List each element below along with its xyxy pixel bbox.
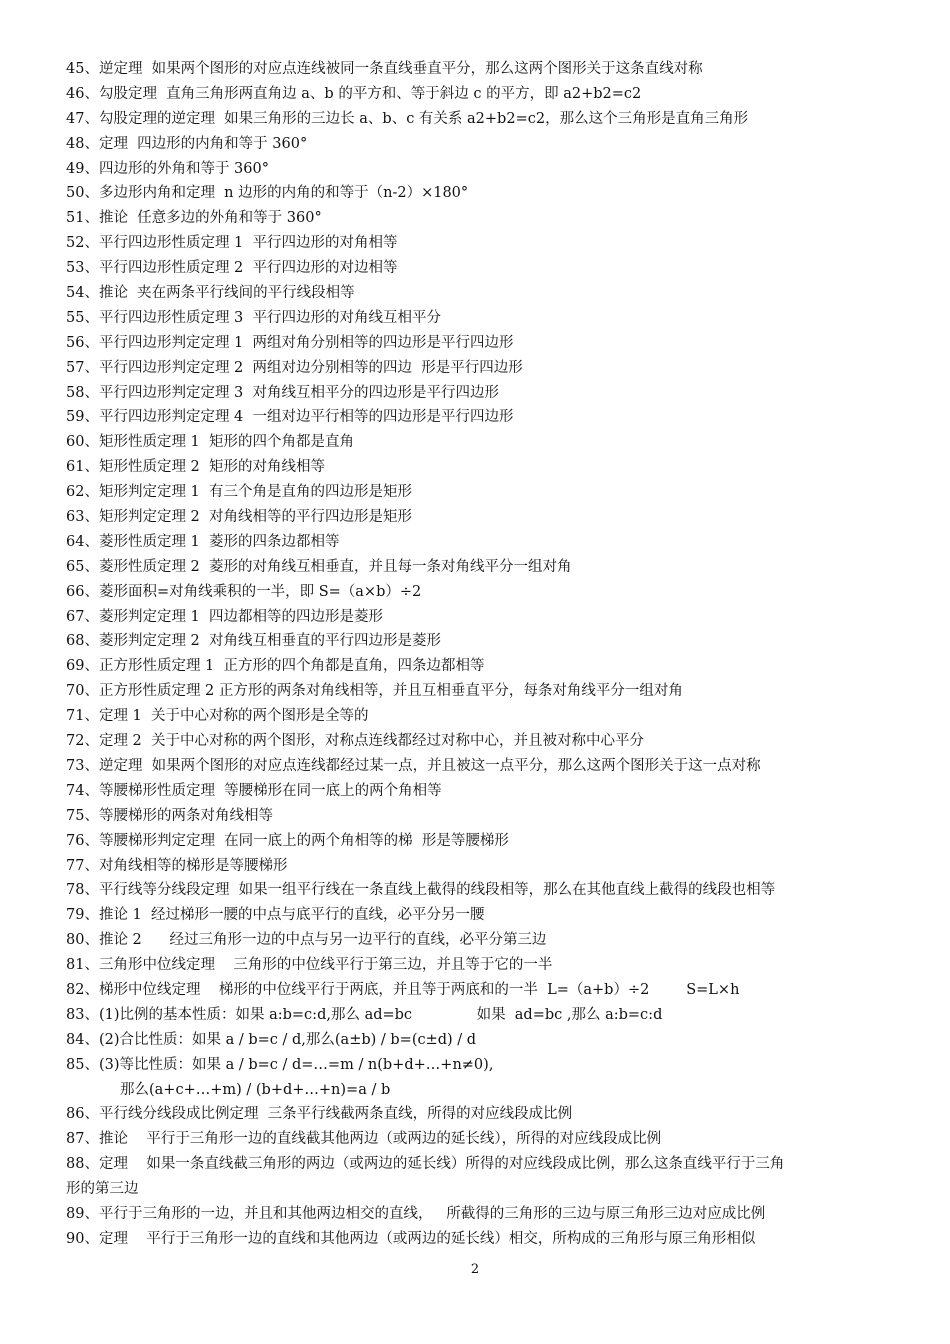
theorem-line: 82、梯形中位线定理 梯形的中位线平行于两底，并且等于两底和的一半 L=（a+b）÷2 S=L×h — [66, 981, 740, 998]
theorem-line: 57、平行四边形判定定理 2 两组对边分别相等的四边 形是平行四边形 — [66, 359, 523, 376]
theorem-line: 64、菱形性质定理 1 菱形的四条边都相等 — [66, 533, 340, 550]
theorem-line: 73、逆定理 如果两个图形的对应点连线都经过某一点，并且被这一点平分，那么这两个图形关于这一点对称 — [66, 757, 761, 774]
theorem-line: 85、(3)等比性质：如果 a / b=c / d=…=m / n(b+d+…+n≠0), — [66, 1056, 494, 1073]
theorem-line: 49、四边形的外角和等于 360° — [66, 160, 269, 177]
theorem-line: 50、多边形内角和定理 n 边形的内角的和等于（n-2）×180° — [66, 185, 469, 202]
theorem-line: 52、平行四边形性质定理 1 平行四边形的对角相等 — [66, 235, 398, 252]
theorem-line: 88、定理 如果一条直线截三角形的两边（或两边的延长线）所得的对应线段成比例，那么这条直线平行于三角 — [66, 1156, 785, 1173]
theorem-line: 47、勾股定理的逆定理 如果三角形的三边长 a、b、c 有关系 a2+b2=c2，那么这个三角形是直角三角形 — [66, 110, 749, 127]
theorem-line: 53、平行四边形性质定理 2 平行四边形的对边相等 — [66, 260, 398, 277]
theorem-line: 形的第三边 — [66, 1181, 139, 1198]
theorem-line: 那么(a+c+…+m) / (b+d+…+n)=a / b — [120, 1081, 391, 1098]
theorem-line: 59、平行四边形判定定理 4 一组对边平行相等的四边形是平行四边形 — [66, 409, 514, 426]
theorem-line: 68、菱形判定定理 2 对角线互相垂直的平行四边形是菱形 — [66, 633, 442, 650]
theorem-line: 58、平行四边形判定定理 3 对角线互相平分的四边形是平行四边形 — [66, 384, 500, 401]
theorem-line: 63、矩形判定定理 2 对角线相等的平行四边形是矩形 — [66, 509, 413, 526]
theorem-line: 86、平行线分线段成比例定理 三条平行线截两条直线，所得的对应线段成比例 — [66, 1106, 573, 1123]
theorem-line: 51、推论 任意多边的外角和等于 360° — [66, 210, 322, 227]
theorem-line: 72、定理 2 关于中心对称的两个图形，对称点连线都经过对称中心，并且被对称中心平分 — [66, 733, 644, 750]
theorem-line: 69、正方形性质定理 1 正方形的四个角都是直角，四条边都相等 — [66, 658, 485, 675]
theorem-line: 55、平行四边形性质定理 3 平行四边形的对角线互相平分 — [66, 309, 442, 326]
page-number: 2 — [470, 1262, 480, 1277]
theorem-line: 45、逆定理 如果两个图形的对应点连线被同一条直线垂直平分，那么这两个图形关于这条直线对称 — [66, 61, 703, 77]
theorem-line: 66、菱形面积=对角线乘积的一半，即 S=（a×b）÷2 — [66, 583, 422, 600]
theorem-line: 76、等腰梯形判定定理 在同一底上的两个角相等的梯 形是等腰梯形 — [66, 832, 509, 849]
theorem-line: 46、勾股定理 直角三角形两直角边 a、b 的平方和、等于斜边 c 的平方，即 a2+b2=c2 — [66, 85, 642, 102]
theorem-line: 70、正方形性质定理 2 正方形的两条对角线相等，并且互相垂直平分，每条对角线平分一组对角 — [66, 683, 683, 700]
theorem-line: 67、菱形判定定理 1 四边都相等的四边形是菱形 — [66, 608, 384, 625]
theorem-line: 83、(1)比例的基本性质：如果 a:b=c:d,那么 ad=bc 如果 ad=bc ,那么 a:b=c:d — [66, 1006, 663, 1023]
theorem-line: 90、定理 平行于三角形一边的直线和其他两边（或两边的延长线）相交，所构成的三角形与原三角形相似 — [66, 1230, 756, 1247]
theorem-line: 81、三角形中位线定理 三角形的中位线平行于第三边，并且等于它的一半 — [66, 957, 553, 974]
theorem-line: 62、矩形判定定理 1 有三个角是直角的四边形是矩形 — [66, 484, 413, 501]
theorem-line: 48、定理 四边形的内角和等于 360° — [66, 135, 308, 152]
theorem-line: 84、(2)合比性质：如果 a / b=c / d,那么(a±b) / b=(c±d) / d — [66, 1031, 477, 1048]
theorem-list — [66, 57, 896, 1252]
theorem-line: 74、等腰梯形性质定理 等腰梯形在同一底上的两个角相等 — [66, 782, 442, 799]
theorem-line: 60、矩形性质定理 1 矩形的四个角都是直角 — [66, 434, 355, 451]
theorem-line: 71、定理 1 关于中心对称的两个图形是全等的 — [66, 708, 369, 725]
theorem-line: 87、推论 平行于三角形一边的直线截其他两边（或两边的延长线），所得的对应线段成比例 — [66, 1131, 662, 1148]
theorem-line: 56、平行四边形判定定理 1 两组对角分别相等的四边形是平行四边形 — [66, 334, 514, 351]
theorem-line: 80、推论 2 经过三角形一边的中点与另一边平行的直线，必平分第三边 — [66, 932, 547, 949]
theorem-line: 79、推论 1 经过梯形一腰的中点与底平行的直线，必平分另一腰 — [66, 907, 485, 924]
theorem-line: 65、菱形性质定理 2 菱形的对角线互相垂直，并且每一条对角线平分一组对角 — [66, 558, 572, 575]
theorem-line: 77、对角线相等的梯形是等腰梯形 — [66, 857, 288, 874]
theorem-line: 78、平行线等分线段定理 如果一组平行线在一条直线上截得的线段相等，那么在其他直线上截得的线段也相等 — [66, 882, 776, 899]
theorem-line: 75、等腰梯形的两条对角线相等 — [66, 807, 273, 824]
theorem-line: 89、平行于三角形的一边，并且和其他两边相交的直线， 所截得的三角形的三边与原三角形三边对应成比例 — [66, 1205, 766, 1222]
theorem-line: 54、推论 夹在两条平行线间的平行线段相等 — [66, 285, 355, 302]
theorem-line: 61、矩形性质定理 2 矩形的对角线相等 — [66, 459, 326, 476]
